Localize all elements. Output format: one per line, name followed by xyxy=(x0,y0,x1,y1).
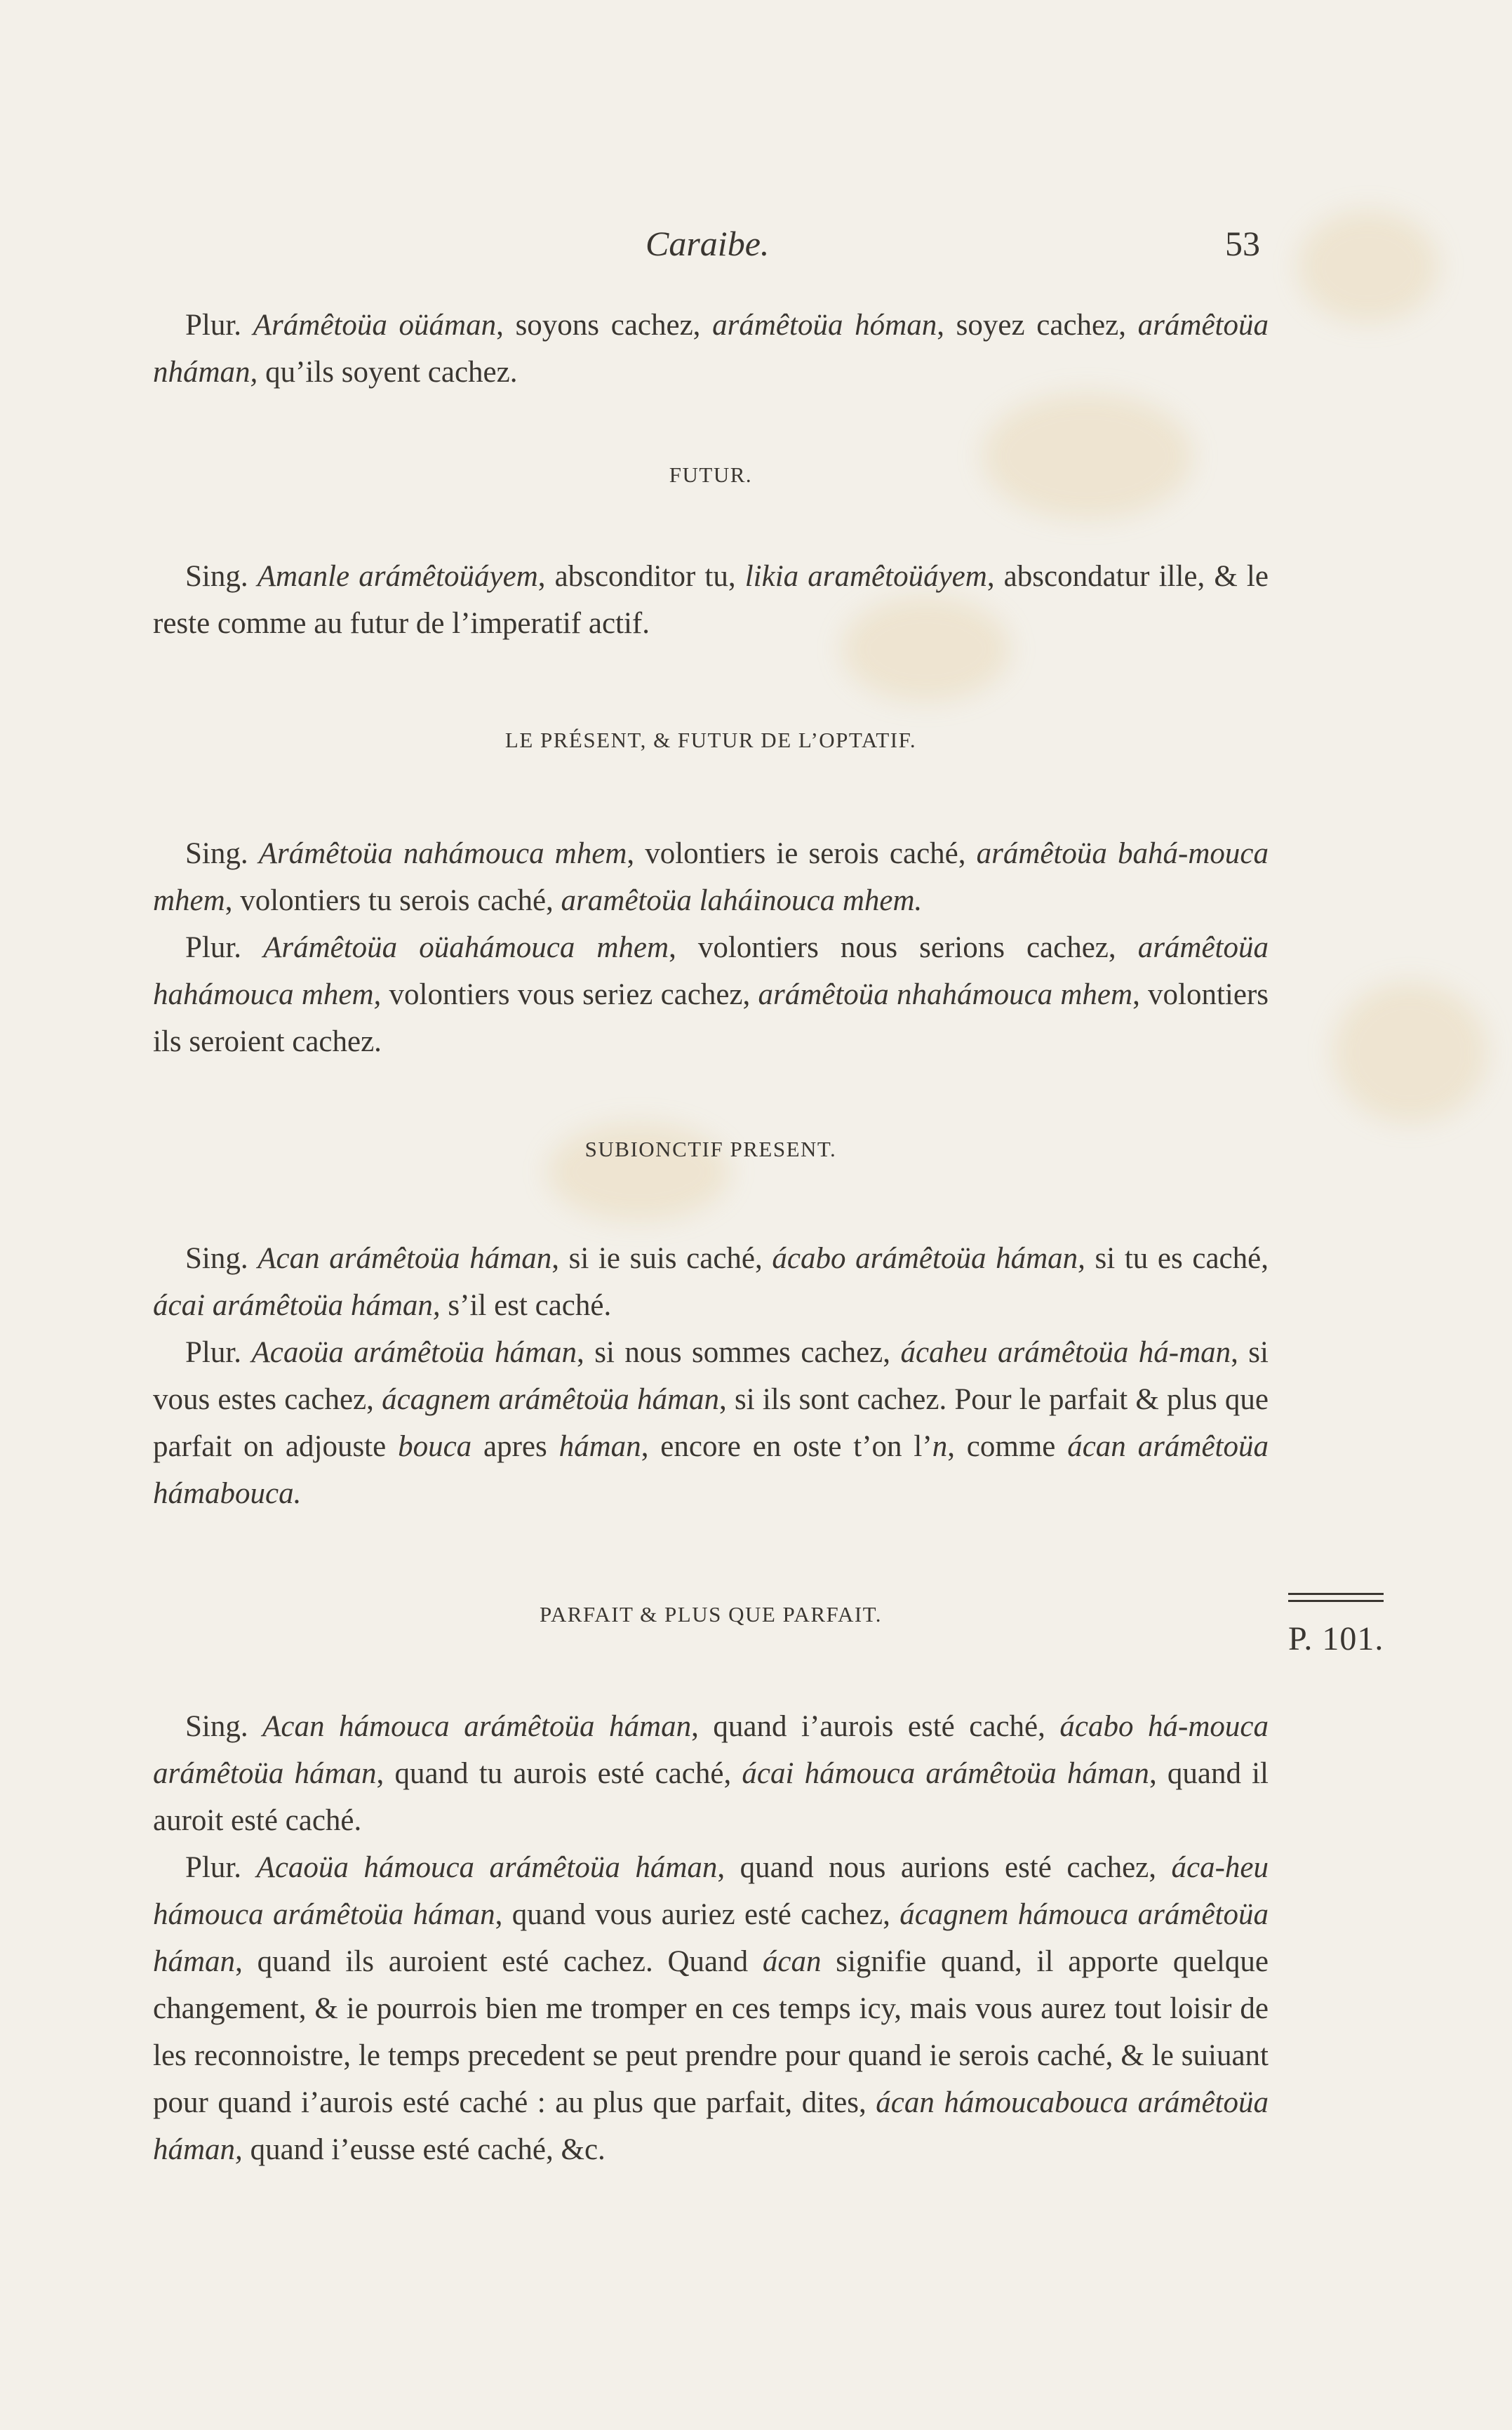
carib-word: ácagnem hámouca arámêtoüa háman xyxy=(153,1898,1269,1978)
paragraph xyxy=(153,924,1269,1065)
carib-word: Arámêtoüa oüahámouca mhem xyxy=(263,931,669,964)
parfait-passage xyxy=(153,1703,1269,2173)
french-text: , soyons cachez, xyxy=(496,309,713,342)
carib-word: ácagnem arámêtoüa háman xyxy=(382,1383,720,1416)
french-text: si tu es caché, xyxy=(1085,1242,1269,1275)
carib-word: ácai hámouca arámêtoüa háman xyxy=(742,1757,1149,1790)
french-text: , si ils sont cachez. Pour le parfait & plus que parfait on adjouste xyxy=(153,1383,1269,1463)
french-text: Sing. xyxy=(185,1242,258,1275)
french-text: Plur. xyxy=(185,1336,252,1369)
carib-word: Acaoüa hámouca arámêtoüa háman xyxy=(256,1851,718,1884)
carib-word: arámêtoüa bahá-mouca mhem xyxy=(153,837,1269,917)
paragraph xyxy=(153,1329,1269,1517)
page-number: 53 xyxy=(1225,224,1260,263)
carib-word: arámêtoüa nhahámouca mhem xyxy=(758,978,1133,1011)
french-text: , quand nous aurions esté cachez, xyxy=(717,1851,1172,1884)
section-heading-subionctif: SUBIONCTIF PRESENT. xyxy=(584,1137,837,1161)
paragraph xyxy=(153,1844,1269,2173)
carib-word: Acan arámêtoüa háman xyxy=(257,1242,552,1275)
subionctif-passage xyxy=(153,1235,1269,1517)
french-text: , quand ils auroient esté cachez. Quand xyxy=(235,1945,763,1978)
carib-word: ácan hámoucabouca arámêtoüa háman, xyxy=(153,2086,1269,2166)
french-text: , quand tu aurois esté caché, xyxy=(376,1757,742,1790)
french-text: , volontiers ie serois caché, xyxy=(627,837,977,870)
french-text: quand i’eusse esté caché, &c. xyxy=(242,2133,606,2166)
french-text: , volontiers tu serois caché, xyxy=(225,884,561,917)
carib-word: ácan arámêtoüa hámabouca. xyxy=(153,1430,1269,1510)
margin-rule xyxy=(1288,1600,1384,1602)
carib-word: arámêtoüa hahámouca mhem, xyxy=(153,931,1269,1011)
french-text: , volontiers nous serions cachez, xyxy=(669,931,1138,964)
carib-word: ácan xyxy=(762,1945,822,1978)
carib-word: Amanle arámêtoüáyem xyxy=(257,560,538,593)
optatif-passage xyxy=(153,830,1269,1065)
french-text: , soyez cachez, xyxy=(937,309,1138,342)
running-title: Caraibe. xyxy=(645,224,770,263)
carib-word: arámêtoüa nháman, xyxy=(153,309,1269,389)
french-text: , comme xyxy=(947,1430,1068,1463)
carib-word: Acan hámouca arámêtoüa háman xyxy=(262,1710,692,1743)
carib-word: ácabo há-mouca arámêtoüa háman xyxy=(153,1710,1269,1790)
french-text: , abscondatur ille, & le reste comme au futur de l’imperatif actif. xyxy=(153,560,1269,640)
french-text: qu’ils soyent cachez. xyxy=(257,356,518,389)
french-text: volontiers vous seriez cachez, xyxy=(381,978,758,1011)
carib-word: Acaoüa arámêtoüa háman xyxy=(251,1336,577,1369)
french-text: , volontiers ils seroient cachez. xyxy=(153,978,1269,1058)
futur-passage xyxy=(153,553,1269,647)
carib-word: likia aramêtoüáyem xyxy=(744,560,987,593)
french-text: , si ie suis caché, xyxy=(551,1242,772,1275)
plural-imperative-passage xyxy=(153,302,1269,396)
french-text: Plur. xyxy=(185,309,253,342)
carib-word: arámêtoüa hóman xyxy=(712,309,937,342)
french-text: Sing. xyxy=(185,560,257,593)
carib-word: Arámêtoüa nahámouca mhem xyxy=(258,837,627,870)
french-text: s’il est caché. xyxy=(440,1289,612,1322)
french-text: , si nous sommes cachez, xyxy=(577,1336,901,1369)
french-text: , absconditor tu, xyxy=(537,560,745,593)
running-header xyxy=(0,223,1512,265)
paragraph xyxy=(153,553,1269,647)
french-text: , si vous estes cachez, xyxy=(153,1336,1269,1416)
french-text: signifie quand, il apporte quelque changement, & ie pourrois bien me tromper en ces temps icy, mais vous aurez tout loisir de les reconnoistre, le temps precedent se peut prendre pour quand ie serois caché, & le suiuant pour quand i’aurois esté caché : au plus que parfait, dites, xyxy=(153,1945,1269,2119)
paragraph xyxy=(153,1235,1269,1329)
french-text: , quand i’aurois esté caché, xyxy=(691,1710,1060,1743)
french-text: Plur. xyxy=(185,1851,257,1884)
paragraph xyxy=(153,1703,1269,1844)
carib-word: háman xyxy=(558,1430,641,1463)
margin-rule xyxy=(1288,1593,1384,1595)
margin-page-reference: P. 101. xyxy=(1288,1620,1384,1657)
carib-word: aramêtoüa laháinouca mhem. xyxy=(561,884,923,917)
carib-word: áca-heu hámouca arámêtoüa háman xyxy=(153,1851,1269,1931)
french-text: , quand il auroit esté caché. xyxy=(153,1757,1269,1837)
section-heading-parfait: PARFAIT & PLUS QUE PARFAIT. xyxy=(539,1602,883,1627)
french-text: Plur. xyxy=(185,931,264,964)
carib-word: ácaheu arámêtoüa há-man xyxy=(900,1336,1231,1369)
french-text: apres xyxy=(471,1430,559,1463)
carib-word: ácai arámêtoüa háman, xyxy=(153,1289,441,1322)
paper-stain xyxy=(1333,982,1487,1123)
french-text: Sing. xyxy=(185,1710,263,1743)
carib-word: n xyxy=(932,1430,948,1463)
carib-word: ácabo arámêtoüa háman, xyxy=(772,1242,1085,1275)
section-heading-optatif: LE PRÉSENT, & FUTUR DE L’OPTATIF. xyxy=(504,728,917,752)
paragraph xyxy=(153,830,1269,924)
paper-stain xyxy=(982,393,1193,519)
french-text: , encore en oste t’on l’ xyxy=(641,1430,932,1463)
section-heading-futur: FUTUR. xyxy=(669,462,753,487)
french-text: Sing. xyxy=(185,837,259,870)
carib-word: Arámêtoüa oüáman xyxy=(253,309,497,342)
paragraph xyxy=(153,302,1269,396)
carib-word: bouca xyxy=(398,1430,472,1463)
french-text: , quand vous auriez esté cachez, xyxy=(495,1898,900,1931)
